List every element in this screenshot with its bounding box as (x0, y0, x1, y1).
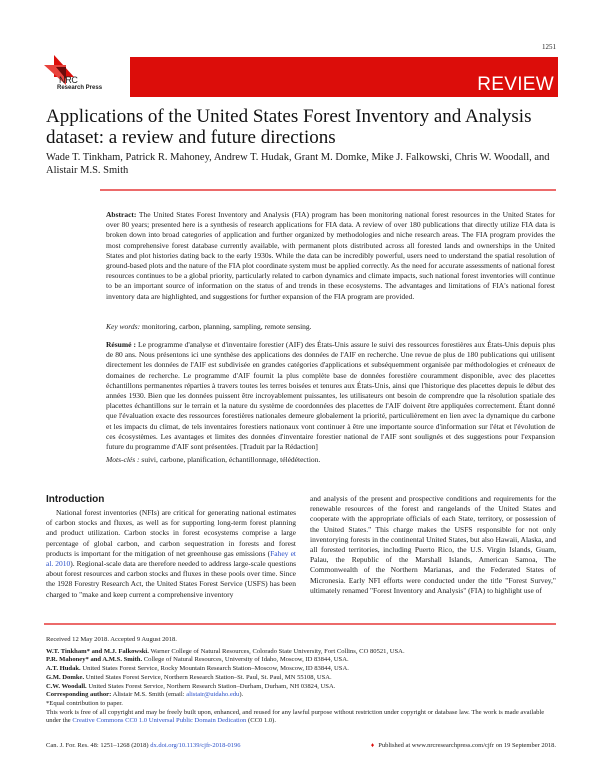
section-heading-introduction: Introduction (46, 494, 105, 505)
published-note (371, 742, 556, 749)
corresponding-label: Corresponding author: (46, 691, 112, 699)
front-matter (46, 636, 558, 726)
affiliation (46, 674, 558, 683)
journal-citation (46, 742, 241, 749)
corresponding-text: Alistair M.S. Smith (email: (111, 691, 187, 699)
affiliation (46, 656, 558, 665)
resume (106, 340, 555, 452)
intro-text: National forest inventories (NFIs) are critical for generating national estimates of carbon stocks and fluxes, as well as for supporting long-term forest planning and product utilization. Carbon stocks in forest ecosystems comprise a large percentage of global carbon, and carbon sequestration in forests and forest products is important for the mitigation of net greenhouse gas emissions ( (46, 508, 296, 558)
license-link[interactable]: Creative Commons CC0 1.0 Universal Public Domain Dedication (72, 717, 247, 725)
received-dates: Received 12 May 2018. Accepted 9 August 2018. (46, 636, 177, 643)
abstract (106, 210, 555, 302)
license-statement (46, 709, 558, 726)
email-link[interactable]: alistair@uidaho.edu (186, 691, 240, 699)
affiliation (46, 683, 558, 692)
resume-text: Le programme d'analyse et d'inventaire forestier (AIF) des États-Unis assure le suivi des ressources forestières aux États-Unis depuis plus de 80 ans. Nous présentons ici une synthèse des applications des données de l'AIF en recherche. Une revue de plus de 180 publications qui utilisent directement les données de l'AIF est subdivisée en grandes catégories d'applications et subséquemment organisée par méthodologies et créneaux de domaines de recherche. Le programme d'AIF fournit la plus complète base de données forestière couramment disponible, avec des placettes échantillons permanentes réparties à travers toutes les terres boisées et tenures aux États-Unis, ainsi que l'historique des placettes depuis le début des années 1930. Bien que les données puissent être incroyablement puissantes, les utilisateurs ont besoin de comprendre que la résolution spatiale des placettes échantillons sur le terrain et la nature du système de coordonnées des placettes de l'AIF doivent être appliquées correctement. Étant donné que l'évaluation exacte des ressources forestières nationales demeure globalement la priorité, particulièrement en lien avec la dynamique du carbone et les impacts du climat, de tels inventaires forestiers nationaux vont continuer à être une importante source d'information sur l'état et l'évolution de ces écosystèmes. Les avantages et limites des données d'inventaire forestier national de l'AIF sont soulignés et des suggestions pour l'expansion future du programme d'AIF sont présentées. [Traduit par la Rédaction] (106, 340, 555, 452)
divider (44, 623, 556, 625)
affiliation-text: United States Forest Service, Northern Research Station–St. Paul, St. Paul, MN 55108, USA. (84, 673, 332, 681)
mots-cles-label: Mots-clés : (106, 455, 140, 464)
keywords (106, 322, 555, 332)
page-number: 1251 (542, 43, 556, 51)
nrc-logo (44, 55, 114, 100)
intro-column-left (46, 508, 296, 600)
abstract-label: Abstract: (106, 210, 137, 219)
affiliation-text: United States Forest Service, Northern Research Station–Durham, Durham, NH 03824, USA. (86, 682, 336, 690)
corresponding-author (46, 691, 558, 700)
license-text: (CC0 1.0). (246, 717, 277, 725)
divider (100, 189, 556, 191)
affiliation-text: Warner College of Natural Resources, Colorado State University, Fort Collins, CO 80521, USA. (148, 647, 405, 655)
license-text: This work is free of all copyright and may be freely built upon, enhanced, and reused for any lawful purpose without restriction under copyright or database law. The work is made available under the (46, 708, 545, 725)
mots-cles-text: suivi, carbone, planification, échantillonnage, télédétection. (139, 455, 321, 464)
affiliation (46, 648, 558, 657)
mots-cles (106, 455, 555, 465)
affiliation-names: A.T. Hudak. (46, 665, 81, 673)
corresponding-end: ). (239, 691, 244, 699)
intro-text: ). Regional-scale data are therefore needed to address large-scale questions about forest resources and carbon stocks and fluxes in these pools over time. Since the 1928 Forestry Research Act, the United States Forest Service (USFS) has been charged to "make and keep current a comprehensive inventory (46, 559, 296, 599)
maple-leaf-icon: ♦ (370, 742, 375, 749)
abstract-text: The United States Forest Inventory and Analysis (FIA) program has been monitoring national forest resources in the United States for over 80 years; presented here is a synthesis of research applications for FIA data. A review of over 180 publications that directly utilize FIA data is broken down into broad categories of application and further organized by methodologies and niche research areas. The FIA program provides the most comprehensive forest database currently available, with permanent plots distributed across all forested lands and ownerships in the United States and plot histories dating back to the early 1930s. While the data can be incredibly powerful, users need to understand the spatial resolution of ground-based plots and the nature of the FIA plot coordinate system must be applied correctly. As the need for accurate assessments of national forest resources continues to be a global priority, particularly related to carbon dynamics and climate impacts, such national forest inventories will continue to be an important source of information on the status of and trends in these ecosystems. The advantages and limitations of FIA's national forest inventory data are highlighted, and suggestions for further expansion of the FIA program are provided. (106, 210, 555, 301)
resume-label: Résumé : (106, 340, 136, 349)
published-text: Published at www.nrcresearchpress.com/cjfr on 19 September 2018. (378, 742, 556, 749)
intro-column-right: and analysis of the present and prospective conditions and requirements for the renewable resources of the forest and rangelands of the United States and cooperate with the appropriate officials of each State, territory, or possession of the United States." This charge makes the USFS responsible for not only inventorying forests in the continental United States, but also Hawaii, Alaska, and all forested territories, including Puerto Rico, the U.S. Virgin Islands, Guam, Palau, the Republic of the Marshall Islands, American Samoa, The Commonwealth of the Northern Marianas, and the Federated States of Micronesia. Early NFI efforts were conducted under the title "Forest Survey," ultimately renamed "Forest Inventory and Analysis" (FIA) to highlight use of (310, 494, 556, 595)
affiliation-names: C.W. Woodall. (46, 682, 87, 690)
banner-label: REVIEW (477, 74, 554, 95)
citation-link[interactable]: Fahey et al. 2010 (46, 548, 296, 569)
doi-link[interactable]: dx.doi.org/10.1139/cjfr-2018-0196 (150, 742, 241, 749)
article-title: Applications of the United States Forest Inventory and Analysis dataset: a review and future directions (46, 106, 532, 148)
logo-research-press: Research Press (57, 85, 103, 91)
affiliation-text: United States Forest Service, Rocky Mountain Research Station–Moscow, Moscow, ID 83844, USA. (80, 665, 349, 673)
review-banner (130, 57, 558, 97)
logo-nrc: NRC (59, 75, 78, 85)
keywords-text: monitoring, carbon, planning, sampling, remote sensing. (140, 322, 312, 331)
keywords-label: Key words: (106, 322, 141, 331)
affiliation-names: P.R. Mahoney* and A.M.S. Smith. (46, 656, 143, 664)
affiliation-text: College of Natural Resources, University of Idaho, Moscow, ID 83844, USA. (142, 656, 349, 664)
affiliation (46, 665, 558, 674)
authors: Wade T. Tinkham, Patrick R. Mahoney, Andrew T. Hudak, Grant M. Domke, Mike J. Falkowski, Chris W. Woodall, and Alistair M.S. Smith (46, 152, 550, 176)
citation-text: Can. J. For. Res. 48: 1251–1268 (2018) (46, 742, 151, 749)
affiliation-names: W.T. Tinkham* and M.J. Falkowski. (46, 647, 149, 655)
affiliation-names: G.M. Domke. (46, 673, 85, 681)
equal-contribution-note: *Equal contribution to paper. (46, 699, 123, 707)
